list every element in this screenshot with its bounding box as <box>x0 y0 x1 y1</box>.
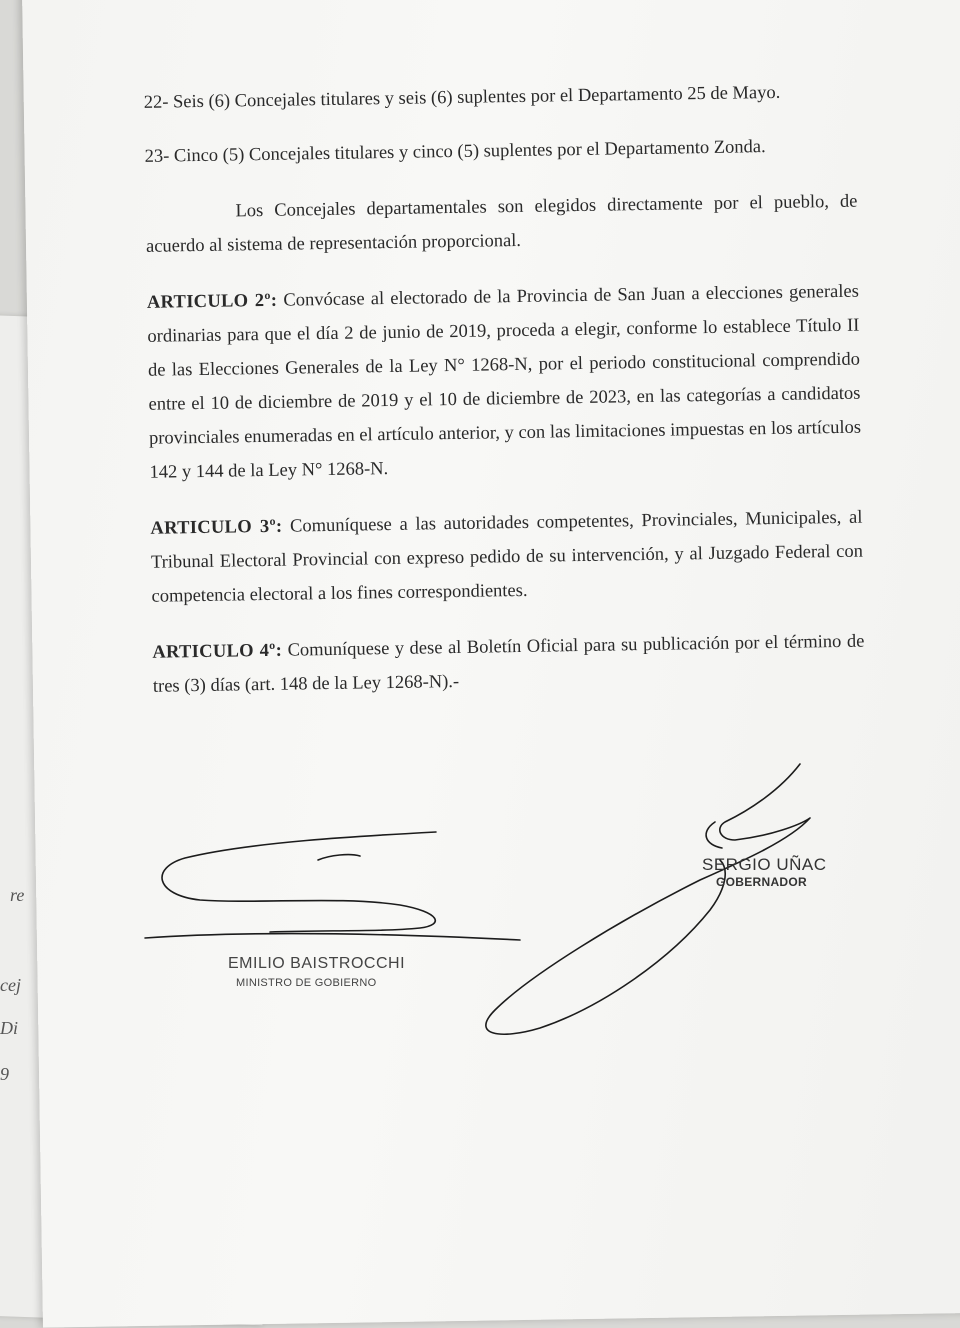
minister-title: MINISTRO DE GOBIERNO <box>236 977 377 989</box>
underlying-text-fragment: 9 <box>0 1064 9 1084</box>
list-item-23: 23- Cinco (5) Concejales titulares y cinco (5) suplentes por el Departamento Zonda. <box>144 137 766 167</box>
governor-title: GOBERNADOR <box>716 875 808 889</box>
document-page <box>22 0 960 1328</box>
article-2-body: Convócase al electorado de la Provincia de San Juan a elecciones generales ordinarias para que el día 2 de junio de 2019, proceda a elegir, conforme lo establece Título II de las Elecciones Generales de la Ley N° 1268-N, por el periodo constitucional comprendido entre el 10 de diciembre de 2019 y el 10 de diciembre de 2023, en las categorías a candidatos provinciales enumeradas en el artículo anterior, y con las limitaciones impuestas en los artículos 142 y 144 de la Ley N° 1268-N. <box>147 281 862 483</box>
article-3-body: Comuníquese a las autoridades competentes, Provinciales, Municipales, al Tribunal Electoral Provincial con expreso pedido de su intervención, y al Juzgado Federal con competencia electoral a los fines correspondientes. <box>150 507 864 607</box>
article-4-body: Comuníquese y dese al Boletín Oficial para su publicación por el término de tres (3) días (art. 148 de la Ley 1268-N).- <box>152 631 865 697</box>
minister-name: EMILIO BAISTROCCHI <box>228 955 406 972</box>
underlying-text-fragment: cej <box>0 975 21 995</box>
list-item-22: 22- Seis (6) Concejales titulares y seis (6) suplentes por el Departamento 25 de Mayo. <box>143 82 781 113</box>
governor-name: SERGIO UÑAC <box>702 855 827 874</box>
article-2 <box>147 275 862 490</box>
concejales-paragraph: Los Concejales departamentales son elegidos directamente por el pueblo, de acuerdo al sistema de representación proporcional. <box>145 191 858 257</box>
underlying-text-fragment: re <box>10 885 25 905</box>
article-4-heading: ARTICULO 4º: <box>152 640 283 663</box>
article-3 <box>150 501 864 614</box>
article-2-heading: ARTICULO 2º: <box>146 290 278 313</box>
document-body <box>144 75 866 726</box>
article-3-heading: ARTICULO 3º: <box>150 516 283 539</box>
article-4 <box>152 625 865 704</box>
underlying-text-fragment: Di <box>0 1018 18 1038</box>
